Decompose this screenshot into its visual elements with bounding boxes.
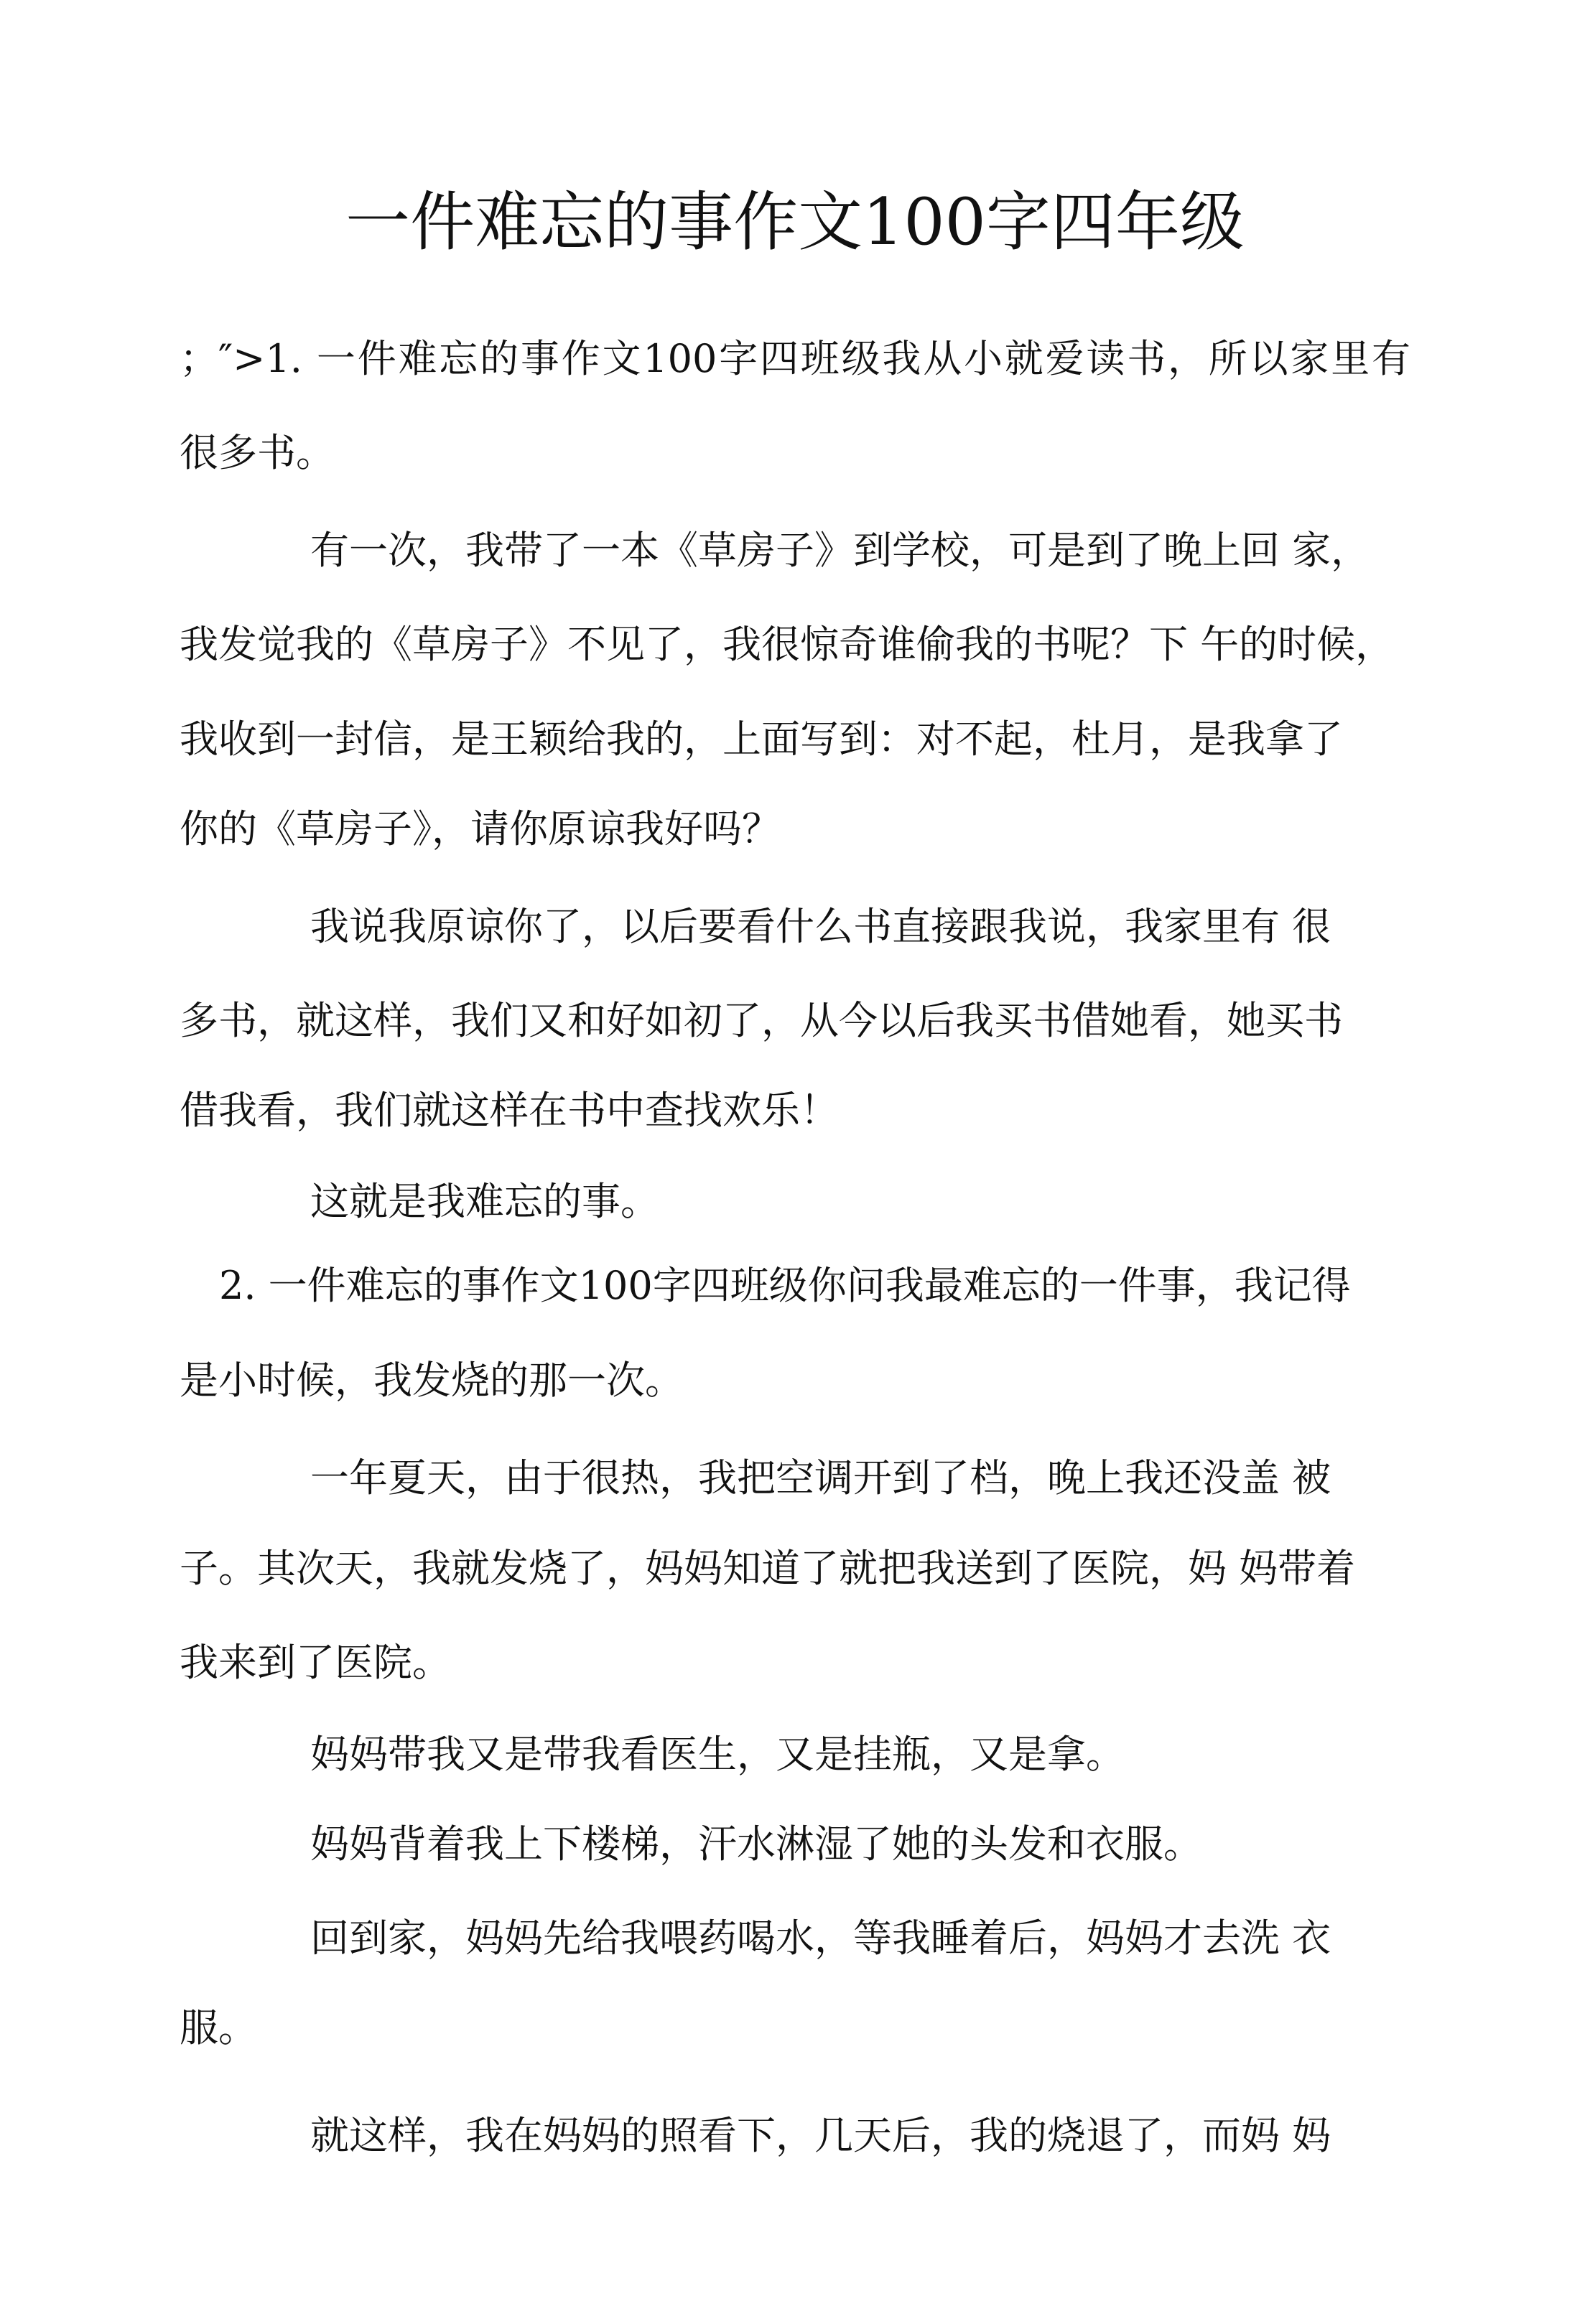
text-line-9: 借我看，我们就这样在书中查找欢乐！ (180, 1088, 839, 1133)
text-line-20: 就这样，我在妈妈的照看下，几天后，我的烧退了，而妈 妈 (310, 2113, 1331, 2158)
document-title: 一件难忘的事作文100字四年级 (345, 185, 1245, 260)
text-line-8: 多书，就这样，我们又和好如初了，从今以后我买书借她看，她买书 (180, 998, 1343, 1043)
text-line-12: 是小时候，我发烧的那一次。 (180, 1358, 684, 1403)
text-line-19: 服。 (180, 2005, 257, 2050)
text-line-16: 妈妈带我又是带我看医生，又是挂瓶，又是拿。 (310, 1732, 1125, 1777)
text-line-18: 回到家，妈妈先给我喂药喝水，等我睡着后，妈妈才去洗 衣 (310, 1915, 1331, 1961)
text-line-7: 我说我原谅你了，以后要看什么书直接跟我说，我家里有 很 (310, 904, 1331, 949)
text-line-4: 我发觉我的《草房子》不见了，我很惊奇谁偷我的书呢？下 午的时候， (180, 622, 1395, 667)
text-line-3: 有一次，我带了一本《草房子》到学校，可是到了晚上回 家， (310, 528, 1370, 573)
text-line-2: 很多书。 (180, 430, 335, 475)
text-line-6: 你的《草房子》，请你原谅我好吗？ (180, 806, 781, 851)
text-line-15: 我来到了医院。 (180, 1640, 451, 1685)
text-line-1: ；″>1. 一件难忘的事作文100字四班级我从小就爱读书，所以家里有 (180, 336, 1410, 381)
text-line-17: 妈妈背着我上下楼梯，汗水淋湿了她的头发和衣服。 (310, 1821, 1202, 1867)
text-line-10: 这就是我难忘的事。 (310, 1179, 659, 1224)
text-line-13: 一年夏天，由于很热，我把空调开到了档，晚上我还没盖 被 (310, 1455, 1331, 1501)
text-line-5: 我收到一封信，是王颖给我的，上面写到：对不起，杜月，是我拿了 (180, 717, 1343, 762)
text-line-11: 2. 一件难忘的事作文100字四班级你问我最难忘的一件事，我记得 (219, 1263, 1351, 1308)
text-line-14: 子。其次天，我就发烧了，妈妈知道了就把我送到了医院，妈 妈带着 (180, 1546, 1356, 1591)
